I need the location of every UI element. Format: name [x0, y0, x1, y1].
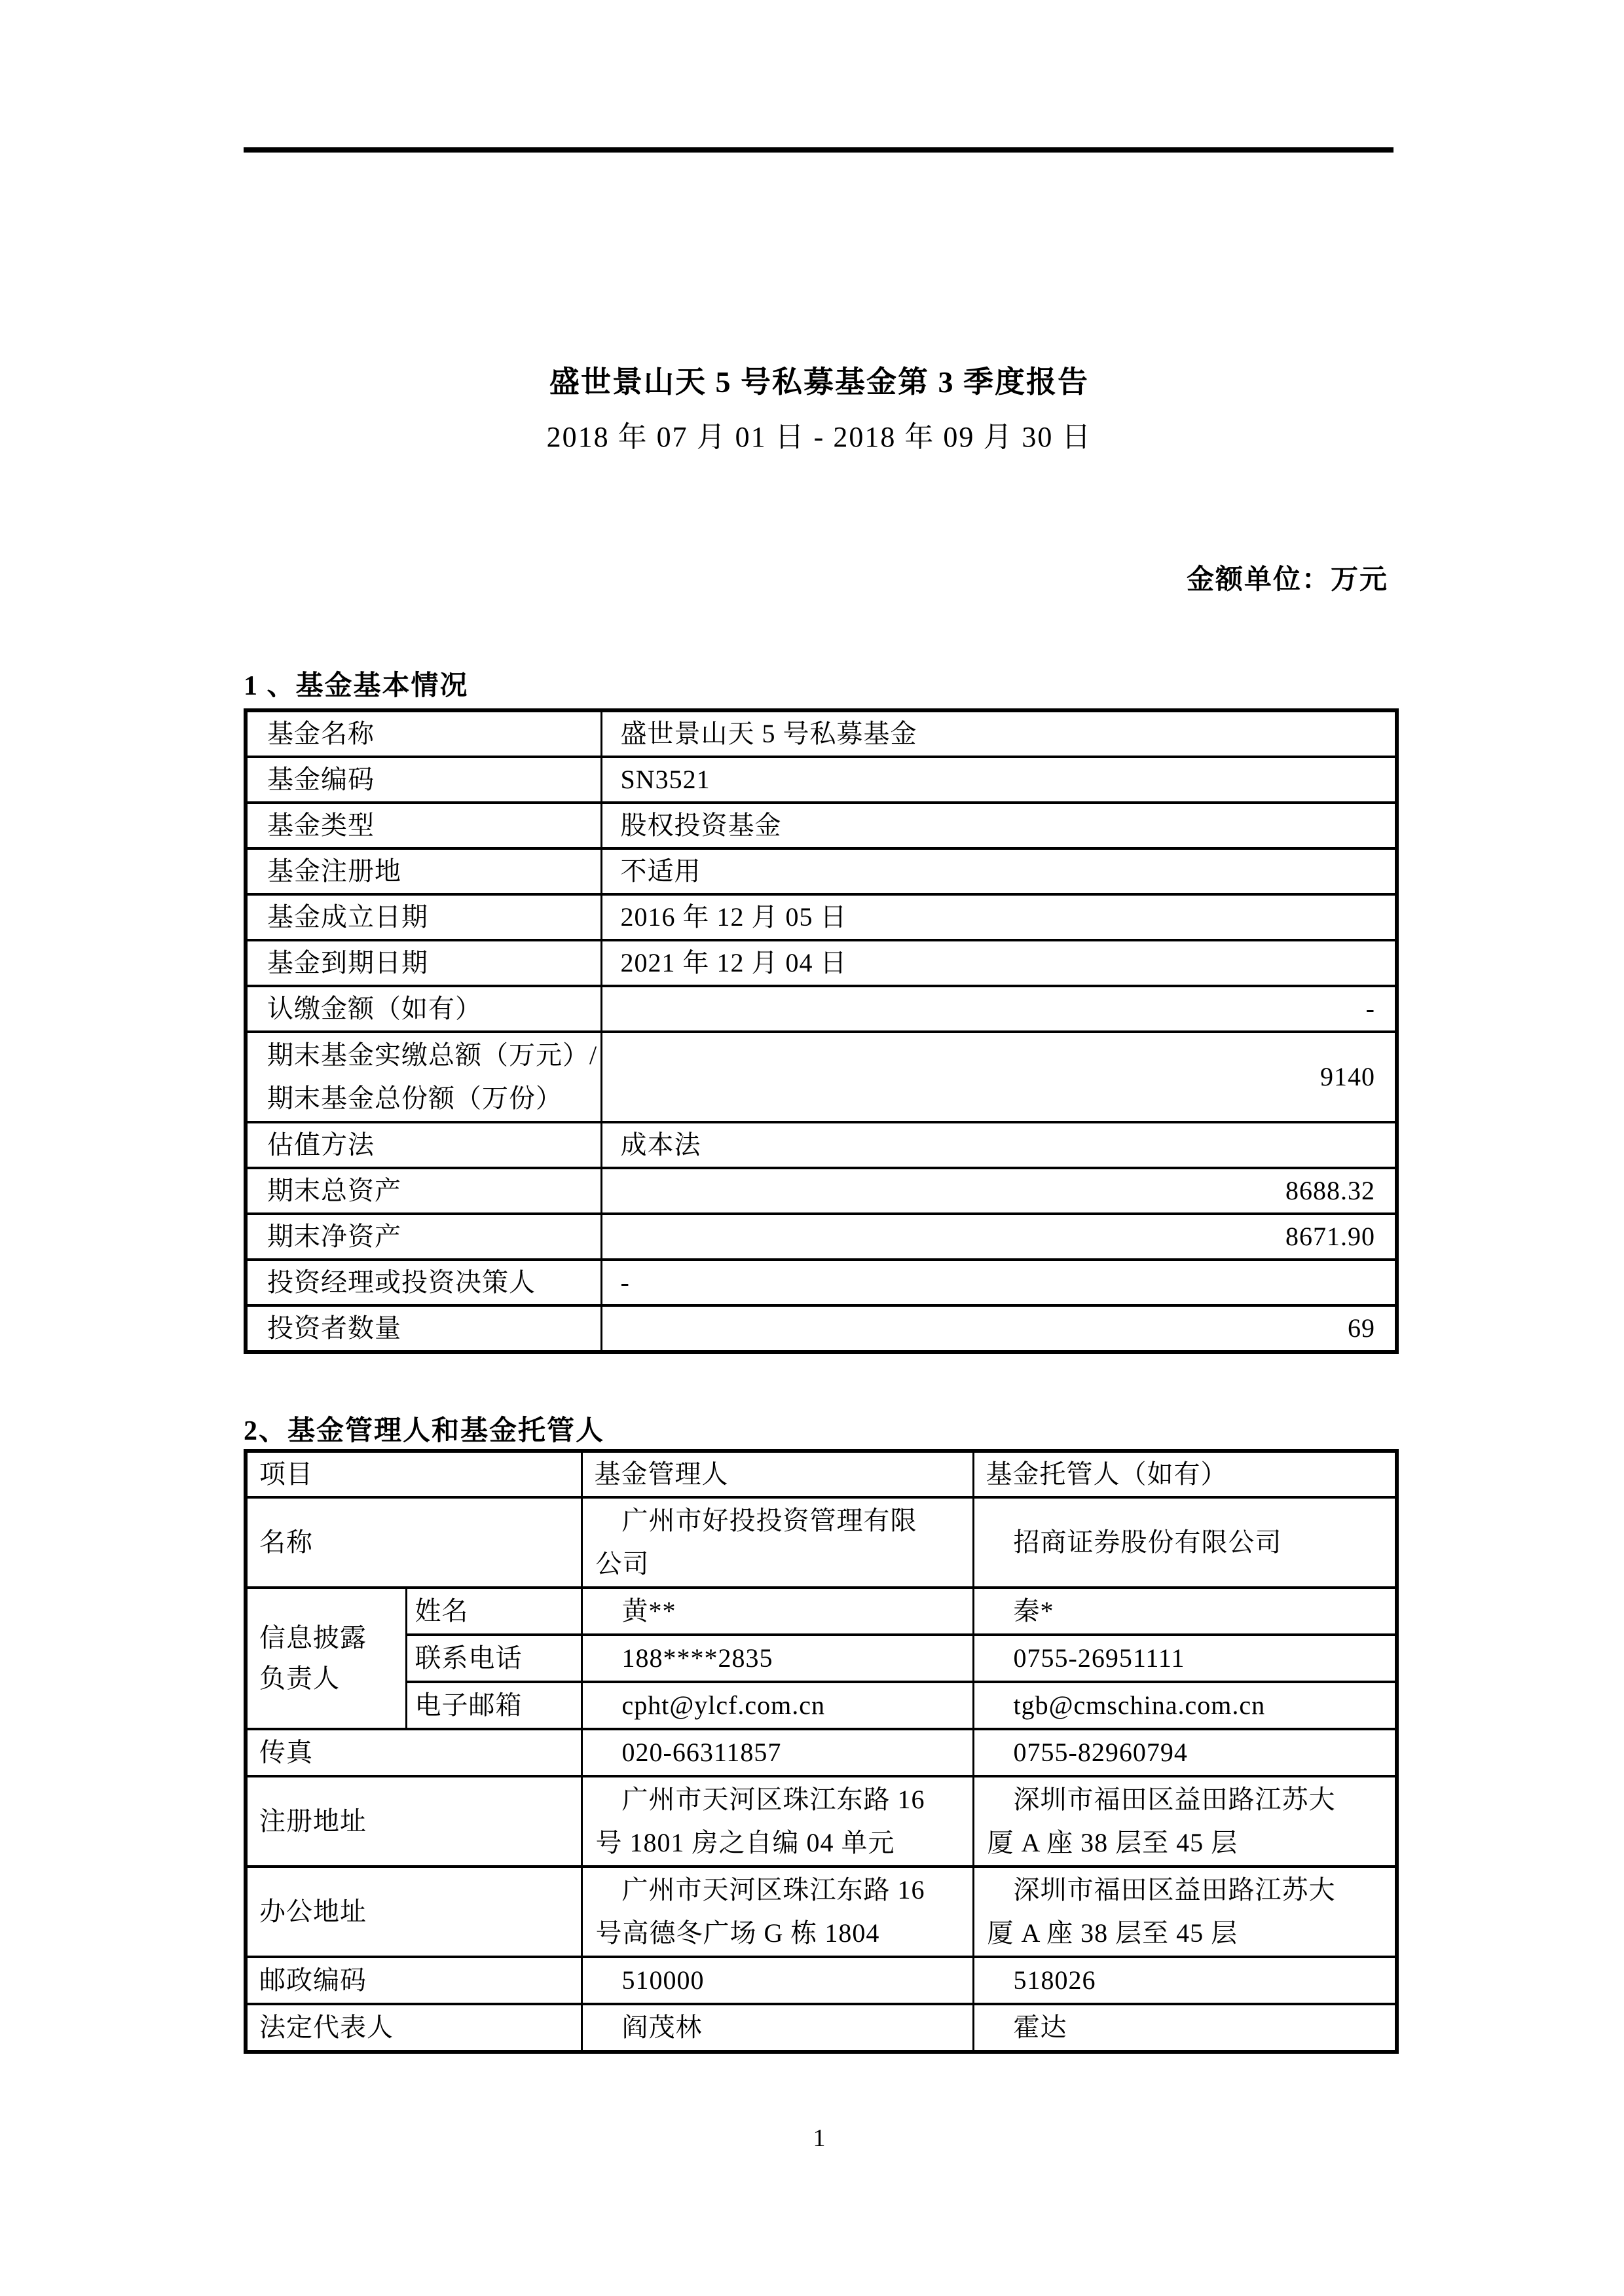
amount-unit-note: 金额单位：万元 [1186, 565, 1388, 595]
row-label: 基金编码 [246, 757, 601, 803]
manager-cell: 广州市天河区珠江东路 16 号高德冬广场 G 栋 1804 [581, 1867, 973, 1957]
row-label: 期末基金实缴总额（万元）/期末基金总份额（万份） [246, 1032, 601, 1122]
row-value: 成本法 [601, 1122, 1397, 1168]
row-label: 估值方法 [246, 1122, 601, 1168]
disclosure-group-label: 信息披露负责人 [246, 1588, 406, 1729]
section1-heading: 1 、基金基本情况 [244, 671, 469, 701]
row-value: 9140 [601, 1032, 1397, 1122]
custodian-cell: 秦* [973, 1588, 1397, 1635]
report-period: 2018 年 07 月 01 日 - 2018 年 09 月 30 日 [546, 421, 1092, 453]
fund-basic-info-table [244, 708, 1399, 1354]
row-value: 2021 年 12 月 04 日 [601, 940, 1397, 986]
row-label: 基金注册地 [246, 848, 601, 894]
custodian-cell: tgb@cmschina.com.cn [973, 1682, 1397, 1729]
table-row [246, 1729, 1397, 1776]
sub-label: 电子邮箱 [406, 1682, 581, 1729]
table-row [246, 1168, 1397, 1214]
manager-cell: 黄** [581, 1588, 973, 1635]
row-label: 邮政编码 [246, 1957, 581, 2004]
row-value: 8688.32 [601, 1168, 1397, 1214]
row-value: 2016 年 12 月 05 日 [601, 894, 1397, 940]
row-value: - [601, 986, 1397, 1032]
row-label: 投资者数量 [246, 1305, 601, 1352]
table-row [246, 848, 1397, 894]
table-row [246, 986, 1397, 1032]
sub-label: 姓名 [406, 1588, 581, 1635]
custodian-cell: 深圳市福田区益田路江苏大厦 A 座 38 层至 45 层 [973, 1776, 1397, 1867]
table-row [246, 1122, 1397, 1168]
report-title: 盛世景山天 5 号私募基金第 3 季度报告 [549, 365, 1089, 399]
manager-cell: 阎茂林 [581, 2004, 973, 2052]
table-row [246, 1032, 1397, 1122]
table-row [246, 1682, 1397, 1729]
table-row [246, 1497, 1397, 1588]
custodian-cell: 0755-26951111 [973, 1635, 1397, 1682]
manager-cell: 广州市好投投资管理有限公司 [581, 1497, 973, 1588]
header-rule [244, 147, 1393, 153]
row-label: 认缴金额（如有） [246, 986, 601, 1032]
table-row [246, 1260, 1397, 1305]
custodian-cell: 深圳市福田区益田路江苏大厦 A 座 38 层至 45 层 [973, 1867, 1397, 1957]
row-label: 注册地址 [246, 1776, 581, 1867]
manager-custodian-table [244, 1449, 1399, 2054]
manager-cell: 020-66311857 [581, 1729, 973, 1776]
table-row [246, 1635, 1397, 1682]
row-label: 基金名称 [246, 710, 601, 757]
page-number: 1 [813, 2124, 826, 2152]
row-label: 基金类型 [246, 803, 601, 848]
column-header-manager: 基金管理人 [581, 1451, 973, 1497]
table-row [246, 2004, 1397, 2052]
sub-label: 联系电话 [406, 1635, 581, 1682]
row-value: 69 [601, 1305, 1397, 1352]
manager-cell: 188****2835 [581, 1635, 973, 1682]
column-header-item: 项目 [246, 1451, 581, 1497]
section2-heading: 2、基金管理人和基金托管人 [244, 1416, 605, 1446]
table-row [246, 710, 1397, 757]
manager-cell: 广州市天河区珠江东路 16 号 1801 房之自编 04 单元 [581, 1776, 973, 1867]
table-row [246, 1776, 1397, 1867]
row-value: SN3521 [601, 757, 1397, 803]
row-label: 期末净资产 [246, 1214, 601, 1260]
custodian-cell: 0755-82960794 [973, 1729, 1397, 1776]
row-label: 办公地址 [246, 1867, 581, 1957]
row-value: 股权投资基金 [601, 803, 1397, 848]
table-row [246, 803, 1397, 848]
row-label: 名称 [246, 1497, 581, 1588]
row-value: 盛世景山天 5 号私募基金 [601, 710, 1397, 757]
column-header-custodian: 基金托管人（如有） [973, 1451, 1397, 1497]
table-row [246, 757, 1397, 803]
table-row [246, 1305, 1397, 1352]
table-row [246, 940, 1397, 986]
custodian-cell: 518026 [973, 1957, 1397, 2004]
row-label: 传真 [246, 1729, 581, 1776]
row-label: 基金成立日期 [246, 894, 601, 940]
table-row [246, 1588, 1397, 1635]
manager-cell: cpht@ylcf.com.cn [581, 1682, 973, 1729]
table-header-row [246, 1451, 1397, 1497]
row-label: 基金到期日期 [246, 940, 601, 986]
custodian-cell: 霍达 [973, 2004, 1397, 2052]
table-row [246, 1957, 1397, 2004]
manager-cell: 510000 [581, 1957, 973, 2004]
table-row [246, 1867, 1397, 1957]
row-value: - [601, 1260, 1397, 1305]
row-label: 法定代表人 [246, 2004, 581, 2052]
table-row [246, 1214, 1397, 1260]
custodian-cell: 招商证券股份有限公司 [973, 1497, 1397, 1588]
row-label: 投资经理或投资决策人 [246, 1260, 601, 1305]
row-label: 期末总资产 [246, 1168, 601, 1214]
table-row [246, 894, 1397, 940]
row-value: 不适用 [601, 848, 1397, 894]
row-value: 8671.90 [601, 1214, 1397, 1260]
